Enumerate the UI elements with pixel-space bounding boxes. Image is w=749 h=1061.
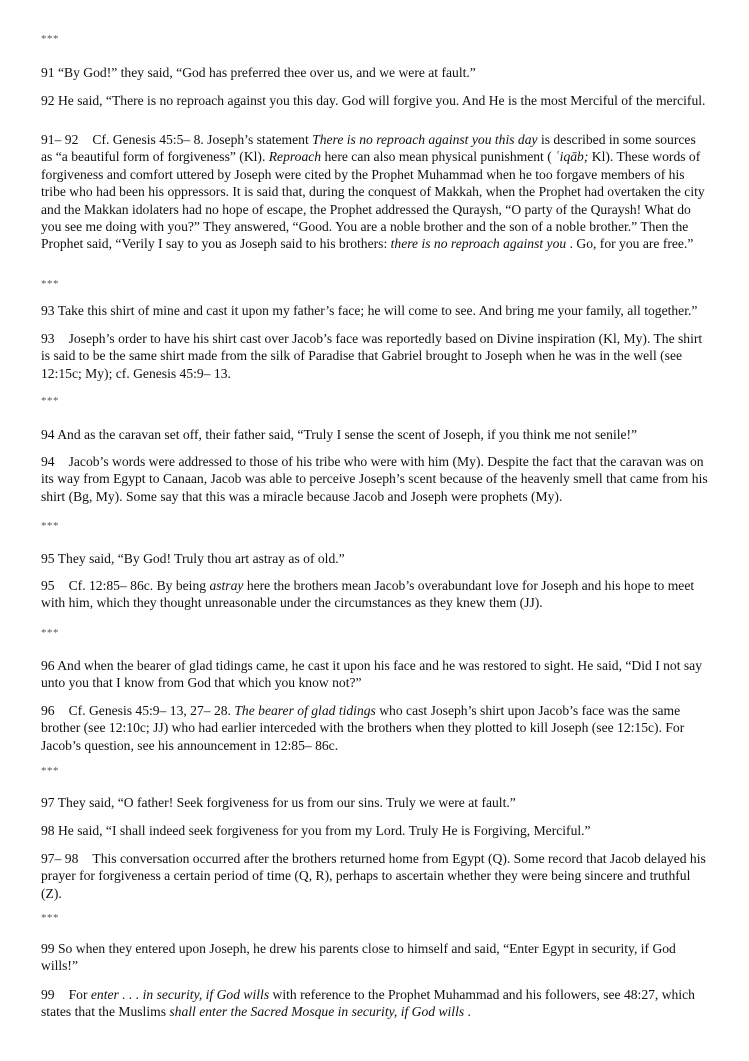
italic-phrase: Reproach <box>268 149 322 165</box>
verse-text: 95 They said, “By God! Truly thou art astray as of old.” <box>41 551 345 566</box>
commentary-note <box>41 702 709 754</box>
verse-text: 96 And when the bearer of glad tidings came, he cast it upon his face and he was restored to sight. He said, “Did I not say unto you that I know from God that which you know not?” <box>41 658 703 691</box>
commentary-note <box>41 577 709 612</box>
section-separator: *** <box>41 765 59 777</box>
note-text: Kl). These words of forgiveness and comfort uttered by Joseph were cited by the Prophet Muhammad when he too forgave members of his tribe who had been his oppressors. It is said that, during the conquest of Makkah, when the Prophet had overtaken the city and the Makkan idolaters had no hope of escape, the Prophet addressed the Quraysh, “O party of the Quraysh! What do you see me doing with you?” They answered, “Good. You are a noble brother and the son of a noble brother.” Then the Prophet said, “Verily I say to you as Joseph said to his brothers: <box>41 149 705 252</box>
note-text: Jacob’s words were addressed to those of his tribe who were with him (My). Despite the fact that the caravan was on its way from Egypt to Canaan, Jacob was able to perceive Joseph’s scent because of the heavenly smell that came from his shirt (Bg, My). Some say that this was a miracle because Jacob and Joseph were prophets (My). <box>41 454 708 504</box>
note-text: For <box>68 987 91 1002</box>
italic-phrase: shall enter the Sacred Mosque in security, if God wills <box>169 1004 465 1020</box>
note-text: . <box>464 1004 471 1020</box>
note-reference: 95 <box>41 578 55 593</box>
note-text: Joseph’s order to have his shirt cast over Jacob’s face was reportedly based on Divine inspiration (Kl, My). The shirt is said to be the same shirt made from the silk of Paradise that Gabriel brought to Joseph when he was in the well (see 12:15c; My); cf. Genesis 45:9– 13. <box>41 331 703 381</box>
italic-phrase: astray <box>209 578 244 593</box>
note-reference: 94 <box>41 454 55 469</box>
italic-phrase: enter . . . in security, if God wills <box>90 987 270 1002</box>
commentary-note <box>41 986 709 1021</box>
verse-text: 99 So when they entered upon Joseph, he drew his parents close to himself and said, “Enter Egypt in security, if God wills!” <box>41 941 676 974</box>
note-reference: 93 <box>41 331 55 346</box>
italic-phrase: there is no reproach against you <box>390 236 567 252</box>
commentary-note <box>41 453 709 505</box>
verse-text: 97 They said, “O father! Seek forgiveness for us from our sins. Truly we were at fault.” <box>41 795 516 810</box>
commentary-note <box>41 131 709 253</box>
note-text: with reference to the Prophet Muhammad and his followers, see 48:27, which states that the Muslims <box>41 987 695 1020</box>
commentary-note <box>41 850 709 902</box>
note-reference: 97– 98 <box>41 851 79 866</box>
verse-text: 92 He said, “There is no reproach against you this day. God will forgive you. And He is the most Merciful of the merciful. <box>41 93 706 108</box>
section-separator: *** <box>41 33 59 45</box>
note-text: here the brothers mean Jacob’s overabundant love for Joseph and his hope to meet with him, which they thought unreasonable under the circumstances as they knew them (JJ). <box>41 578 695 611</box>
verse-text: 98 He said, “I shall indeed seek forgiveness for you from my Lord. Truly He is Forgiving, Merciful.” <box>41 823 591 838</box>
section-separator: *** <box>41 278 59 290</box>
note-text: Cf. Genesis 45:9– 13, 27– 28. <box>68 703 235 718</box>
verse-text: 93 Take this shirt of mine and cast it upon my father’s face; he will come to see. And bring me your family, all together.” <box>41 303 698 318</box>
note-text: Cf. 12:85– 86c. By being <box>68 578 210 593</box>
note-text: Cf. Genesis 45:5– 8. Joseph’s statement <box>92 132 313 147</box>
section-separator: *** <box>41 627 59 639</box>
italic-phrase: ʿiqāb; <box>555 149 589 165</box>
note-text: . Go, for you are free.” <box>566 236 694 252</box>
note-text: here can also mean physical punishment ( <box>321 149 556 165</box>
note-reference: 99 <box>41 987 55 1002</box>
verse-text: 91 “By God!” they said, “God has preferred thee over us, and we were at fault.” <box>41 65 476 80</box>
commentary-note <box>41 330 709 382</box>
italic-phrase: The bearer of glad tidings <box>234 703 376 718</box>
italic-phrase: There is no reproach against you this day <box>312 132 538 147</box>
section-separator: *** <box>41 520 59 532</box>
note-text: who cast Joseph’s shirt upon Jacob’s face was the same brother (see 12:10c; JJ) who had earlier interceded with the brothers when they plotted to kill Joseph (see 12:15c). For Jacob’s question, see his announcement in 12:85– 86c. <box>41 703 685 753</box>
verse-text: 94 And as the caravan set off, their father said, “Truly I sense the scent of Joseph, if you think me not senile!” <box>41 427 638 442</box>
note-text: is described in some sources as “a beautiful form of forgiveness” (Kl). <box>41 132 696 165</box>
note-reference: 96 <box>41 703 55 718</box>
section-separator: *** <box>41 395 59 407</box>
note-reference: 91– 92 <box>41 132 79 147</box>
note-text: This conversation occurred after the brothers returned home from Egypt (Q). Some record that Jacob delayed his prayer for forgiveness a certain period of time (Q, R), perhaps to ascertain whether they were being sincere and truthful (Z). <box>41 851 706 901</box>
section-separator: *** <box>41 912 59 924</box>
